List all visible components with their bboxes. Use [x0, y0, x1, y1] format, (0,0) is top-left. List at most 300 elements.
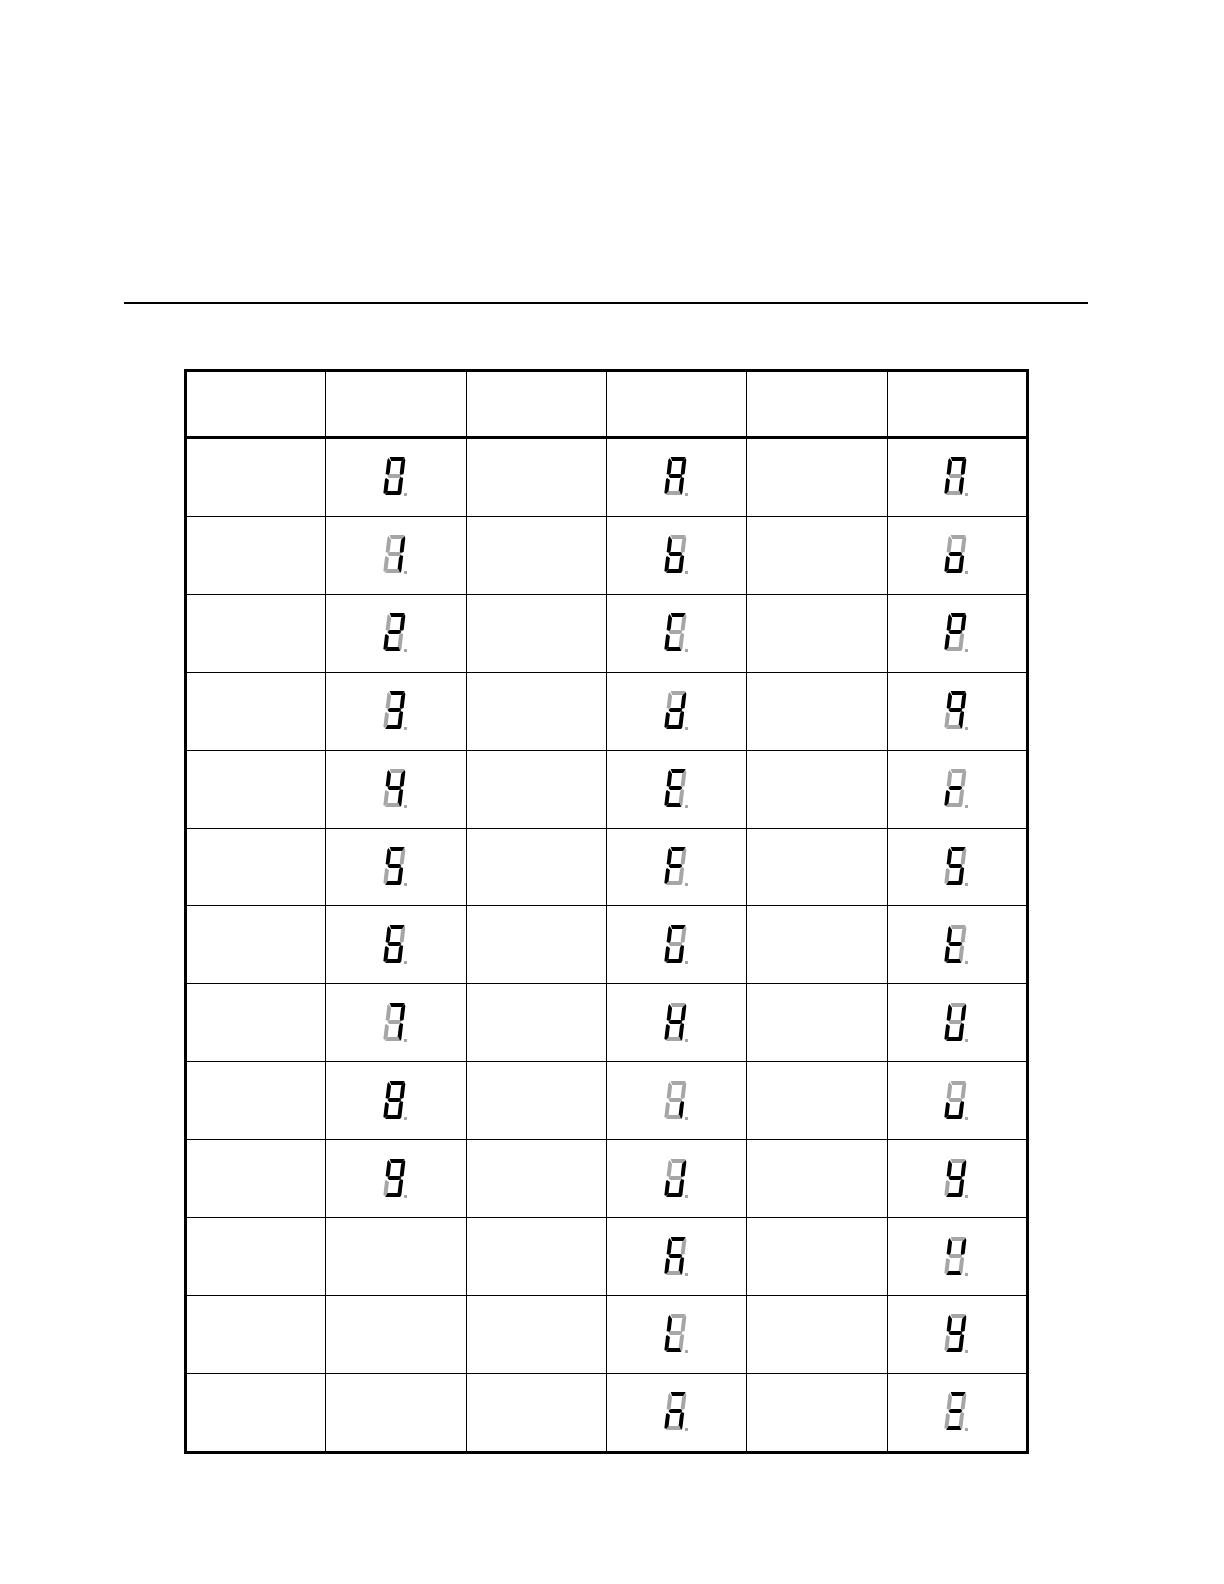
decimal-point: [965, 1195, 968, 1198]
segment-d: [666, 881, 681, 885]
segment-d: [666, 1271, 681, 1275]
seven-segment-glyph: [943, 1079, 971, 1123]
decimal-point: [965, 493, 968, 496]
segment-a: [670, 535, 685, 539]
segment-cell: [606, 750, 746, 828]
seven-segment-glyph: [943, 767, 971, 811]
text-cell: [747, 1373, 887, 1452]
text-cell: [466, 750, 606, 828]
segment-d: [666, 1037, 681, 1041]
segment-g: [948, 1098, 962, 1102]
segment-d: [385, 647, 400, 651]
decimal-point: [965, 883, 968, 886]
table-row: [186, 984, 1028, 1062]
segment-g: [948, 630, 962, 634]
segment-g: [387, 552, 401, 556]
table-row: [186, 906, 1028, 984]
segment-g: [948, 1176, 962, 1180]
segment-cell: [606, 1373, 746, 1452]
text-cell: [466, 1218, 606, 1296]
segment-g: [387, 864, 401, 868]
segment-f: [946, 536, 951, 553]
decimal-point: [685, 1195, 688, 1198]
segment-cell: [326, 750, 466, 828]
segment-d: [946, 959, 961, 963]
segment-d: [946, 803, 961, 807]
segment-cell: [606, 1140, 746, 1218]
segment-f: [946, 926, 951, 943]
segment-a: [390, 457, 405, 461]
text-cell: [186, 438, 326, 517]
text-cell: [747, 516, 887, 594]
segment-cell: [887, 438, 1027, 517]
segment-d: [946, 1348, 961, 1352]
segment-cell: [887, 750, 1027, 828]
segment-g: [668, 708, 682, 712]
text-cell: [186, 984, 326, 1062]
segment-cell: [326, 828, 466, 906]
segment-cell: [326, 1140, 466, 1218]
decimal-point: [965, 1039, 968, 1042]
seven-segment-glyph: [382, 1079, 410, 1123]
text-cell: [747, 438, 887, 517]
segment-d: [666, 491, 681, 495]
seven-segment-glyph: [382, 455, 410, 499]
seven-segment-glyph: [663, 689, 691, 733]
segment-d: [385, 725, 400, 729]
segment-a: [950, 1003, 965, 1007]
table-row: [186, 672, 1028, 750]
segment-cell: [887, 906, 1027, 984]
seven-segment-glyph: [382, 845, 410, 889]
segment-g: [668, 1020, 682, 1024]
segment-f: [946, 1082, 951, 1099]
text-cell: [466, 828, 606, 906]
segment-d: [666, 803, 681, 807]
segment-f: [666, 1160, 671, 1177]
seven-segment-glyph: [663, 1001, 691, 1045]
segment-f: [946, 1315, 951, 1332]
segment-a: [670, 1081, 685, 1085]
segment-d: [385, 1037, 400, 1041]
segment-a: [670, 769, 685, 773]
decimal-point: [965, 961, 968, 964]
text-cell: [747, 828, 887, 906]
segment-cell: [887, 984, 1027, 1062]
text-cell: [466, 1373, 606, 1452]
segment-cell: [606, 594, 746, 672]
segment-cell: [326, 1295, 466, 1373]
text-cell: [747, 984, 887, 1062]
decimal-point: [685, 1273, 688, 1276]
segment-cell: [326, 438, 466, 517]
text-cell: [186, 1295, 326, 1373]
segment-f: [386, 692, 391, 709]
seven-segment-glyph: [663, 923, 691, 967]
seven-segment-glyph: [382, 689, 410, 733]
segment-d: [385, 569, 400, 573]
segment-a: [670, 1237, 685, 1241]
segment-cell: [606, 828, 746, 906]
text-cell: [466, 438, 606, 517]
segment-d: [385, 1115, 400, 1119]
segment-character-table: [184, 369, 1029, 1454]
segment-g: [668, 786, 682, 790]
segment-cell: [887, 1373, 1027, 1452]
text-cell: [747, 906, 887, 984]
segment-d: [946, 647, 961, 651]
segment-d: [946, 725, 961, 729]
segment-d: [946, 1193, 961, 1197]
table-row: [186, 1140, 1028, 1218]
text-cell: [747, 594, 887, 672]
seven-segment-glyph: [382, 767, 410, 811]
segment-cell: [887, 672, 1027, 750]
text-cell: [186, 1062, 326, 1140]
seven-segment-glyph: [663, 455, 691, 499]
segment-a: [390, 535, 405, 539]
segment-cell: [606, 1295, 746, 1373]
segment-a: [950, 925, 965, 929]
segment-f: [946, 458, 951, 475]
decimal-point: [685, 727, 688, 730]
segment-g: [668, 864, 682, 868]
segment-f: [946, 614, 951, 631]
text-cell: [466, 1062, 606, 1140]
table-row: [186, 1062, 1028, 1140]
text-cell: [186, 1140, 326, 1218]
segment-f: [946, 1238, 951, 1255]
decimal-point: [404, 883, 407, 886]
segment-a: [670, 457, 685, 461]
segment-g: [668, 1176, 682, 1180]
seven-segment-glyph: [663, 1390, 691, 1434]
segment-d: [946, 1115, 961, 1119]
decimal-point: [685, 493, 688, 496]
segment-f: [666, 1393, 671, 1410]
table-row: [186, 1218, 1028, 1296]
segment-cell: [326, 984, 466, 1062]
decimal-point: [965, 1350, 968, 1353]
seven-segment-glyph: [663, 1235, 691, 1279]
table-row: [186, 516, 1028, 594]
seven-segment-glyph: [943, 689, 971, 733]
segment-f: [386, 458, 391, 475]
segment-cell: [606, 984, 746, 1062]
segment-a: [390, 1159, 405, 1163]
segment-cell: [326, 672, 466, 750]
seven-segment-glyph: [943, 1312, 971, 1356]
segment-f: [666, 1315, 671, 1332]
segment-d: [385, 959, 400, 963]
seven-segment-glyph: [943, 611, 971, 655]
segment-g: [668, 1409, 682, 1413]
header-cell: [186, 371, 326, 438]
segment-f: [946, 848, 951, 865]
seven-segment-glyph: [943, 1390, 971, 1434]
segment-a: [390, 1003, 405, 1007]
segment-cell: [887, 1218, 1027, 1296]
header-cell: [747, 371, 887, 438]
decimal-point: [965, 1117, 968, 1120]
segment-d: [666, 569, 681, 573]
segment-d: [666, 1426, 681, 1430]
segment-d: [385, 881, 400, 885]
segment-d: [666, 647, 681, 651]
segment-d: [946, 1037, 961, 1041]
seven-segment-glyph: [943, 533, 971, 577]
segment-a: [670, 691, 685, 695]
segment-a: [950, 1159, 965, 1163]
segment-d: [666, 1115, 681, 1119]
text-cell: [186, 906, 326, 984]
segment-d: [946, 491, 961, 495]
segment-g: [948, 1020, 962, 1024]
text-cell: [186, 594, 326, 672]
table-header-row: [186, 371, 1028, 438]
segment-a: [390, 769, 405, 773]
seven-segment-glyph: [663, 611, 691, 655]
segment-f: [386, 926, 391, 943]
segment-a: [950, 769, 965, 773]
segment-d: [946, 569, 961, 573]
seven-segment-glyph: [382, 923, 410, 967]
decimal-point: [685, 1039, 688, 1042]
segment-cell: [887, 1140, 1027, 1218]
segment-cell: [606, 438, 746, 517]
table-row: [186, 828, 1028, 906]
segment-f: [386, 614, 391, 631]
segment-f: [386, 536, 391, 553]
segment-f: [666, 614, 671, 631]
segment-f: [386, 1004, 391, 1021]
text-cell: [186, 1373, 326, 1452]
decimal-point: [404, 493, 407, 496]
segment-f: [386, 1160, 391, 1177]
segment-f: [666, 926, 671, 943]
segment-g: [948, 1409, 962, 1413]
segment-a: [390, 613, 405, 617]
header-cell: [887, 371, 1027, 438]
segment-f: [666, 692, 671, 709]
header-cell: [466, 371, 606, 438]
segment-g: [668, 1254, 682, 1258]
seven-segment-glyph: [663, 1157, 691, 1201]
decimal-point: [685, 961, 688, 964]
seven-segment-glyph: [943, 923, 971, 967]
decimal-point: [965, 1273, 968, 1276]
table-row: [186, 1295, 1028, 1373]
segment-d: [385, 1193, 400, 1197]
segment-a: [950, 1237, 965, 1241]
table-body: [186, 438, 1028, 1453]
seven-segment-glyph: [382, 611, 410, 655]
segment-g: [948, 708, 962, 712]
seven-segment-glyph: [663, 533, 691, 577]
seven-segment-glyph: [943, 1235, 971, 1279]
segment-f: [666, 458, 671, 475]
seven-segment-glyph: [382, 1157, 410, 1201]
segment-cell: [326, 1373, 466, 1452]
text-cell: [747, 1218, 887, 1296]
segment-f: [666, 1004, 671, 1021]
text-cell: [466, 1140, 606, 1218]
segment-a: [950, 1314, 965, 1318]
decimal-point: [965, 571, 968, 574]
segment-f: [666, 1238, 671, 1255]
text-cell: [186, 828, 326, 906]
segment-d: [385, 803, 400, 807]
table-row: [186, 438, 1028, 517]
segment-g: [387, 1098, 401, 1102]
text-cell: [466, 594, 606, 672]
segment-d: [666, 959, 681, 963]
decimal-point: [685, 883, 688, 886]
segment-f: [666, 770, 671, 787]
text-cell: [186, 672, 326, 750]
segment-d: [946, 881, 961, 885]
segment-cell: [887, 516, 1027, 594]
segment-cell: [326, 906, 466, 984]
segment-cell: [606, 516, 746, 594]
seven-segment-glyph: [382, 1001, 410, 1045]
segment-f: [946, 1160, 951, 1177]
seven-segment-glyph: [943, 1001, 971, 1045]
segment-g: [948, 786, 962, 790]
text-cell: [466, 672, 606, 750]
decimal-point: [404, 1117, 407, 1120]
text-cell: [747, 1140, 887, 1218]
segment-g: [668, 552, 682, 556]
segment-a: [950, 847, 965, 851]
segment-a: [390, 1081, 405, 1085]
segment-f: [386, 1082, 391, 1099]
segment-g: [668, 1331, 682, 1335]
seven-segment-glyph: [663, 845, 691, 889]
segment-cell: [326, 594, 466, 672]
segment-g: [387, 1176, 401, 1180]
decimal-point: [965, 649, 968, 652]
segment-a: [950, 1081, 965, 1085]
decimal-point: [404, 571, 407, 574]
segment-a: [950, 691, 965, 695]
segment-a: [950, 535, 965, 539]
decimal-point: [404, 961, 407, 964]
segment-a: [950, 613, 965, 617]
text-cell: [186, 1218, 326, 1296]
segment-cell: [887, 1062, 1027, 1140]
segment-g: [948, 942, 962, 946]
seven-segment-glyph: [943, 845, 971, 889]
segment-a: [670, 1392, 685, 1396]
segment-g: [668, 474, 682, 478]
text-cell: [466, 516, 606, 594]
decimal-point: [404, 1039, 407, 1042]
decimal-point: [404, 649, 407, 652]
segment-g: [948, 552, 962, 556]
segment-a: [670, 1159, 685, 1163]
segment-a: [950, 1392, 965, 1396]
table-row: [186, 594, 1028, 672]
decimal-point: [685, 1350, 688, 1353]
text-cell: [186, 750, 326, 828]
segment-a: [670, 847, 685, 851]
segment-g: [387, 1020, 401, 1024]
segment-g: [668, 630, 682, 634]
segment-a: [390, 925, 405, 929]
text-cell: [747, 750, 887, 828]
table-row: [186, 1373, 1028, 1452]
segment-a: [670, 1003, 685, 1007]
segment-f: [946, 1393, 951, 1410]
segment-cell: [606, 672, 746, 750]
segment-cell: [606, 1062, 746, 1140]
text-cell: [186, 516, 326, 594]
segment-a: [670, 613, 685, 617]
segment-cell: [326, 1062, 466, 1140]
segment-f: [946, 770, 951, 787]
segment-f: [666, 1082, 671, 1099]
segment-cell: [326, 1218, 466, 1296]
header-cell: [606, 371, 746, 438]
decimal-point: [404, 1195, 407, 1198]
decimal-point: [685, 1428, 688, 1431]
seven-segment-glyph: [663, 1079, 691, 1123]
header-rule: [124, 302, 1088, 304]
decimal-point: [965, 727, 968, 730]
segment-f: [386, 848, 391, 865]
segment-a: [390, 691, 405, 695]
seven-segment-glyph: [943, 455, 971, 499]
segment-d: [666, 725, 681, 729]
seven-segment-glyph: [663, 767, 691, 811]
segment-g: [387, 708, 401, 712]
segment-d: [946, 1426, 961, 1430]
text-cell: [466, 906, 606, 984]
segment-f: [386, 770, 391, 787]
table-row: [186, 750, 1028, 828]
segment-g: [948, 474, 962, 478]
segment-f: [946, 1004, 951, 1021]
decimal-point: [685, 571, 688, 574]
segment-d: [385, 491, 400, 495]
segment-d: [666, 1193, 681, 1197]
segment-g: [387, 474, 401, 478]
segment-g: [387, 786, 401, 790]
segment-cell: [326, 516, 466, 594]
decimal-point: [685, 805, 688, 808]
seven-segment-glyph: [382, 533, 410, 577]
segment-d: [946, 1271, 961, 1275]
segment-d: [666, 1348, 681, 1352]
segment-f: [666, 536, 671, 553]
segment-a: [670, 1314, 685, 1318]
segment-cell: [887, 828, 1027, 906]
text-cell: [747, 1062, 887, 1140]
segment-cell: [606, 906, 746, 984]
segment-g: [948, 1254, 962, 1258]
segment-a: [950, 457, 965, 461]
segment-a: [390, 847, 405, 851]
segment-g: [387, 630, 401, 634]
decimal-point: [404, 727, 407, 730]
segment-g: [668, 942, 682, 946]
decimal-point: [685, 1117, 688, 1120]
segment-cell: [887, 594, 1027, 672]
segment-g: [948, 864, 962, 868]
decimal-point: [965, 1428, 968, 1431]
segment-cell: [887, 1295, 1027, 1373]
